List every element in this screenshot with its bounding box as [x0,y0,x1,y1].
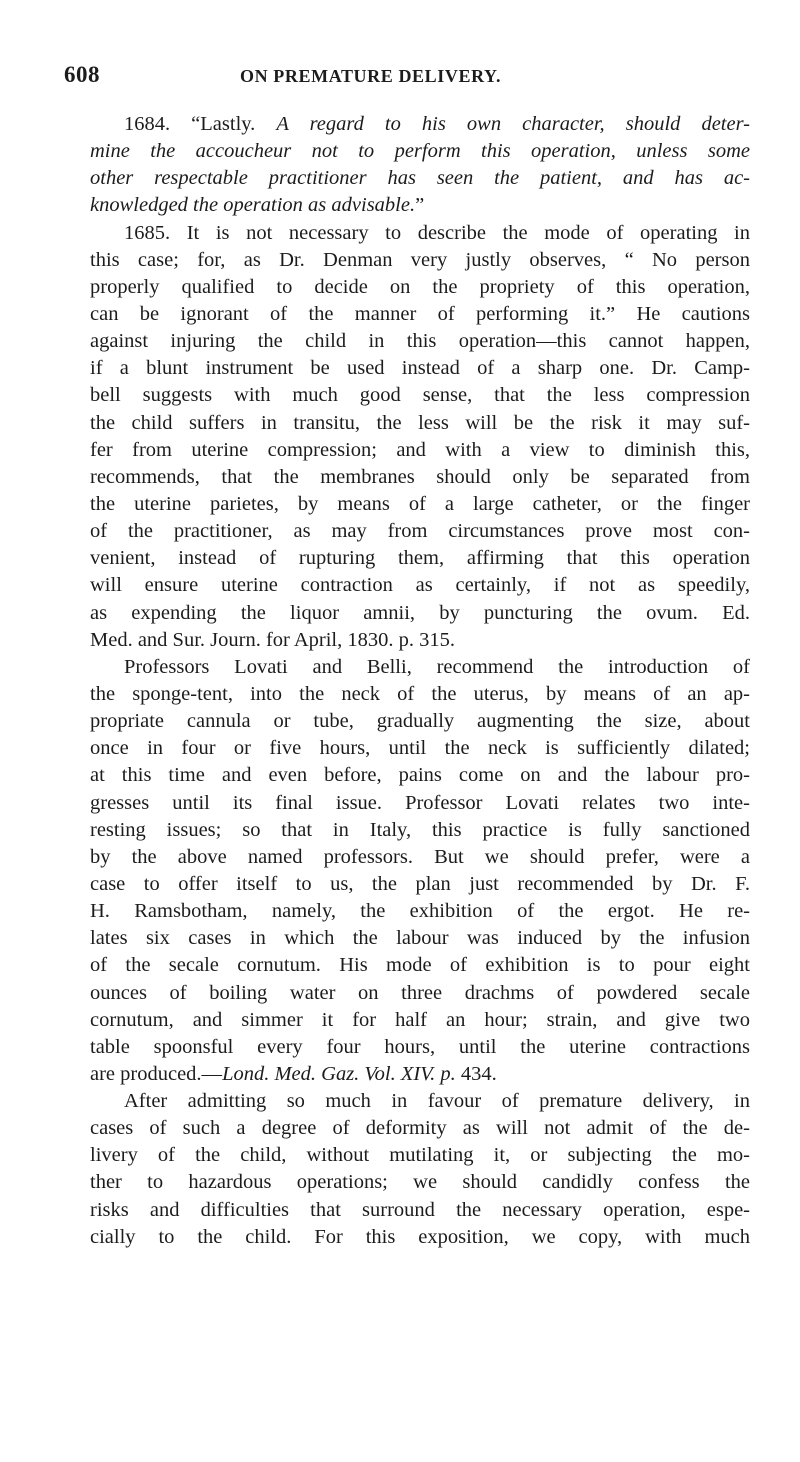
text-line [90,762,750,789]
text-line [90,1007,750,1034]
text-segment: of the secale cornutum. His mode of exhibition is to pour eight [90,954,750,977]
text-segment: ” [415,194,425,217]
text-segment: 1685. It is not necessary to describe the mode of operating in [124,221,750,244]
text-line [90,1197,750,1224]
text-segment: Med. and Sur. Journ. for April, 1830. p. 315. [90,628,455,651]
text-line [90,627,750,654]
text-line [90,111,750,138]
text-segment: will ensure uterine contraction as certainly, if not as speedily, [90,574,750,597]
text-line [90,654,750,681]
text-segment: After admitting so much in favour of premature delivery, in [124,1090,750,1113]
italic-text: other respectable practitioner has seen the patient, and has ac- [90,167,750,190]
text-line [90,464,750,491]
text-line [90,600,750,627]
text-line [90,301,750,328]
text-line [90,165,750,192]
text-line [90,1169,750,1196]
body-text [90,111,750,1251]
text-line [90,871,750,898]
text-line [90,382,750,409]
text-line [90,274,750,301]
text-segment: properly qualified to decide on the propriety of this operation, [90,275,750,298]
text-segment: 1684. “Lastly. [124,113,277,135]
text-line [90,138,750,165]
text-segment: can be ignorant of the manner of performing it.” He cautions [90,302,750,325]
running-title: ON PREMATURE DELIVERY. [240,66,502,86]
text-line [90,247,750,274]
text-line [90,328,750,355]
text-line [90,192,750,219]
text-segment: the child suffers in transitu, the less will be the risk it may suf- [90,411,750,434]
text-segment: are produced.— [90,1062,223,1085]
text-segment: cases of such a degree of deformity as will not admit of the de- [90,1117,750,1140]
text-segment: the uterine parietes, by means of a large catheter, or the finger [90,492,750,515]
text-segment: risks and difficulties that surround the necessary operation, espe- [90,1198,750,1221]
text-segment: recommends, that the membranes should only be separated from [90,465,750,488]
page-header [0,62,800,92]
italic-text: mine the accoucheur not to perform this operation, unless some [90,140,750,163]
text-line [90,437,750,464]
text-line [90,925,750,952]
text-segment: once in four or five hours, until the neck is sufficiently dilated; [90,737,750,760]
text-segment: resting issues; so that in Italy, this practice is fully sanctioned [90,818,750,841]
text-segment: H. Ramsbotham, namely, the exhibition of the ergot. He re- [90,900,750,923]
text-segment: 434. [455,1062,497,1085]
text-segment: as expending the liquor amnii, by puncturing the ovum. Ed. [90,601,750,624]
text-line [90,1224,750,1251]
text-line [90,952,750,979]
text-line [90,355,750,382]
italic-text: Lond. Med. Gaz. Vol. XIV. p. [222,1062,456,1085]
text-line [90,518,750,545]
text-segment: the sponge-tent, into the neck of the uterus, by means of an ap- [90,682,750,705]
text-line [90,1034,750,1061]
text-line [90,790,750,817]
text-segment: this case; for, as Dr. Denman very justly observes, “ No person [90,248,750,271]
text-line [90,410,750,437]
text-line [90,545,750,572]
page-number: 608 [64,62,100,87]
text-segment: ther to hazardous operations; we should candidly confess the [90,1171,750,1194]
text-segment: ounces of boiling water on three drachms of powdered secale [90,981,750,1004]
text-line [90,708,750,735]
text-segment: of the practitioner, as may from circumstances prove most con- [90,520,750,543]
text-line [90,980,750,1007]
text-segment: Professors Lovati and Belli, recommend the introduction of [124,655,750,678]
text-line [90,1061,750,1088]
italic-text: knowledged the operation as advisable. [90,194,416,217]
text-line [90,1142,750,1169]
text-line [90,1088,750,1115]
text-segment: gresses until its final issue. Professor Lovati relates two inte- [90,791,750,814]
text-segment: case to offer itself to us, the plan just recommended by Dr. F. [90,872,750,895]
text-line [90,898,750,925]
text-line [90,681,750,708]
text-line [90,220,750,247]
text-segment: bell suggests with much good sense, that the less compression [90,384,750,407]
text-segment: cornutum, and simmer it for half an hour; strain, and give two [90,1008,750,1031]
text-segment: by the above named professors. But we should prefer, were a [90,845,750,868]
text-segment: if a blunt instrument be used instead of a sharp one. Dr. Camp- [90,357,750,380]
text-segment: fer from uterine compression; and with a view to diminish this, [90,438,750,461]
text-line [90,572,750,599]
text-line [90,735,750,762]
text-segment: livery of the child, without mutilating it, or subjecting the mo- [90,1144,750,1167]
text-line [90,1115,750,1142]
text-segment: at this time and even before, pains come on and the labour pro- [90,764,750,787]
text-line [90,844,750,871]
text-segment: venient, instead of rupturing them, affirming that this operation [90,547,750,570]
text-line [90,491,750,518]
text-segment: against injuring the child in this operation—this cannot happen, [90,330,750,353]
text-line [90,817,750,844]
text-segment: propriate cannula or tube, gradually augmenting the size, about [90,710,750,733]
text-segment: lates six cases in which the labour was induced by the infusion [90,927,750,950]
text-segment: cially to the child. For this exposition, we copy, with much [90,1225,750,1248]
italic-text: A regard to his own character, should deter- [276,113,750,135]
text-segment: table spoonsful every four hours, until the uterine contractions [90,1035,750,1058]
